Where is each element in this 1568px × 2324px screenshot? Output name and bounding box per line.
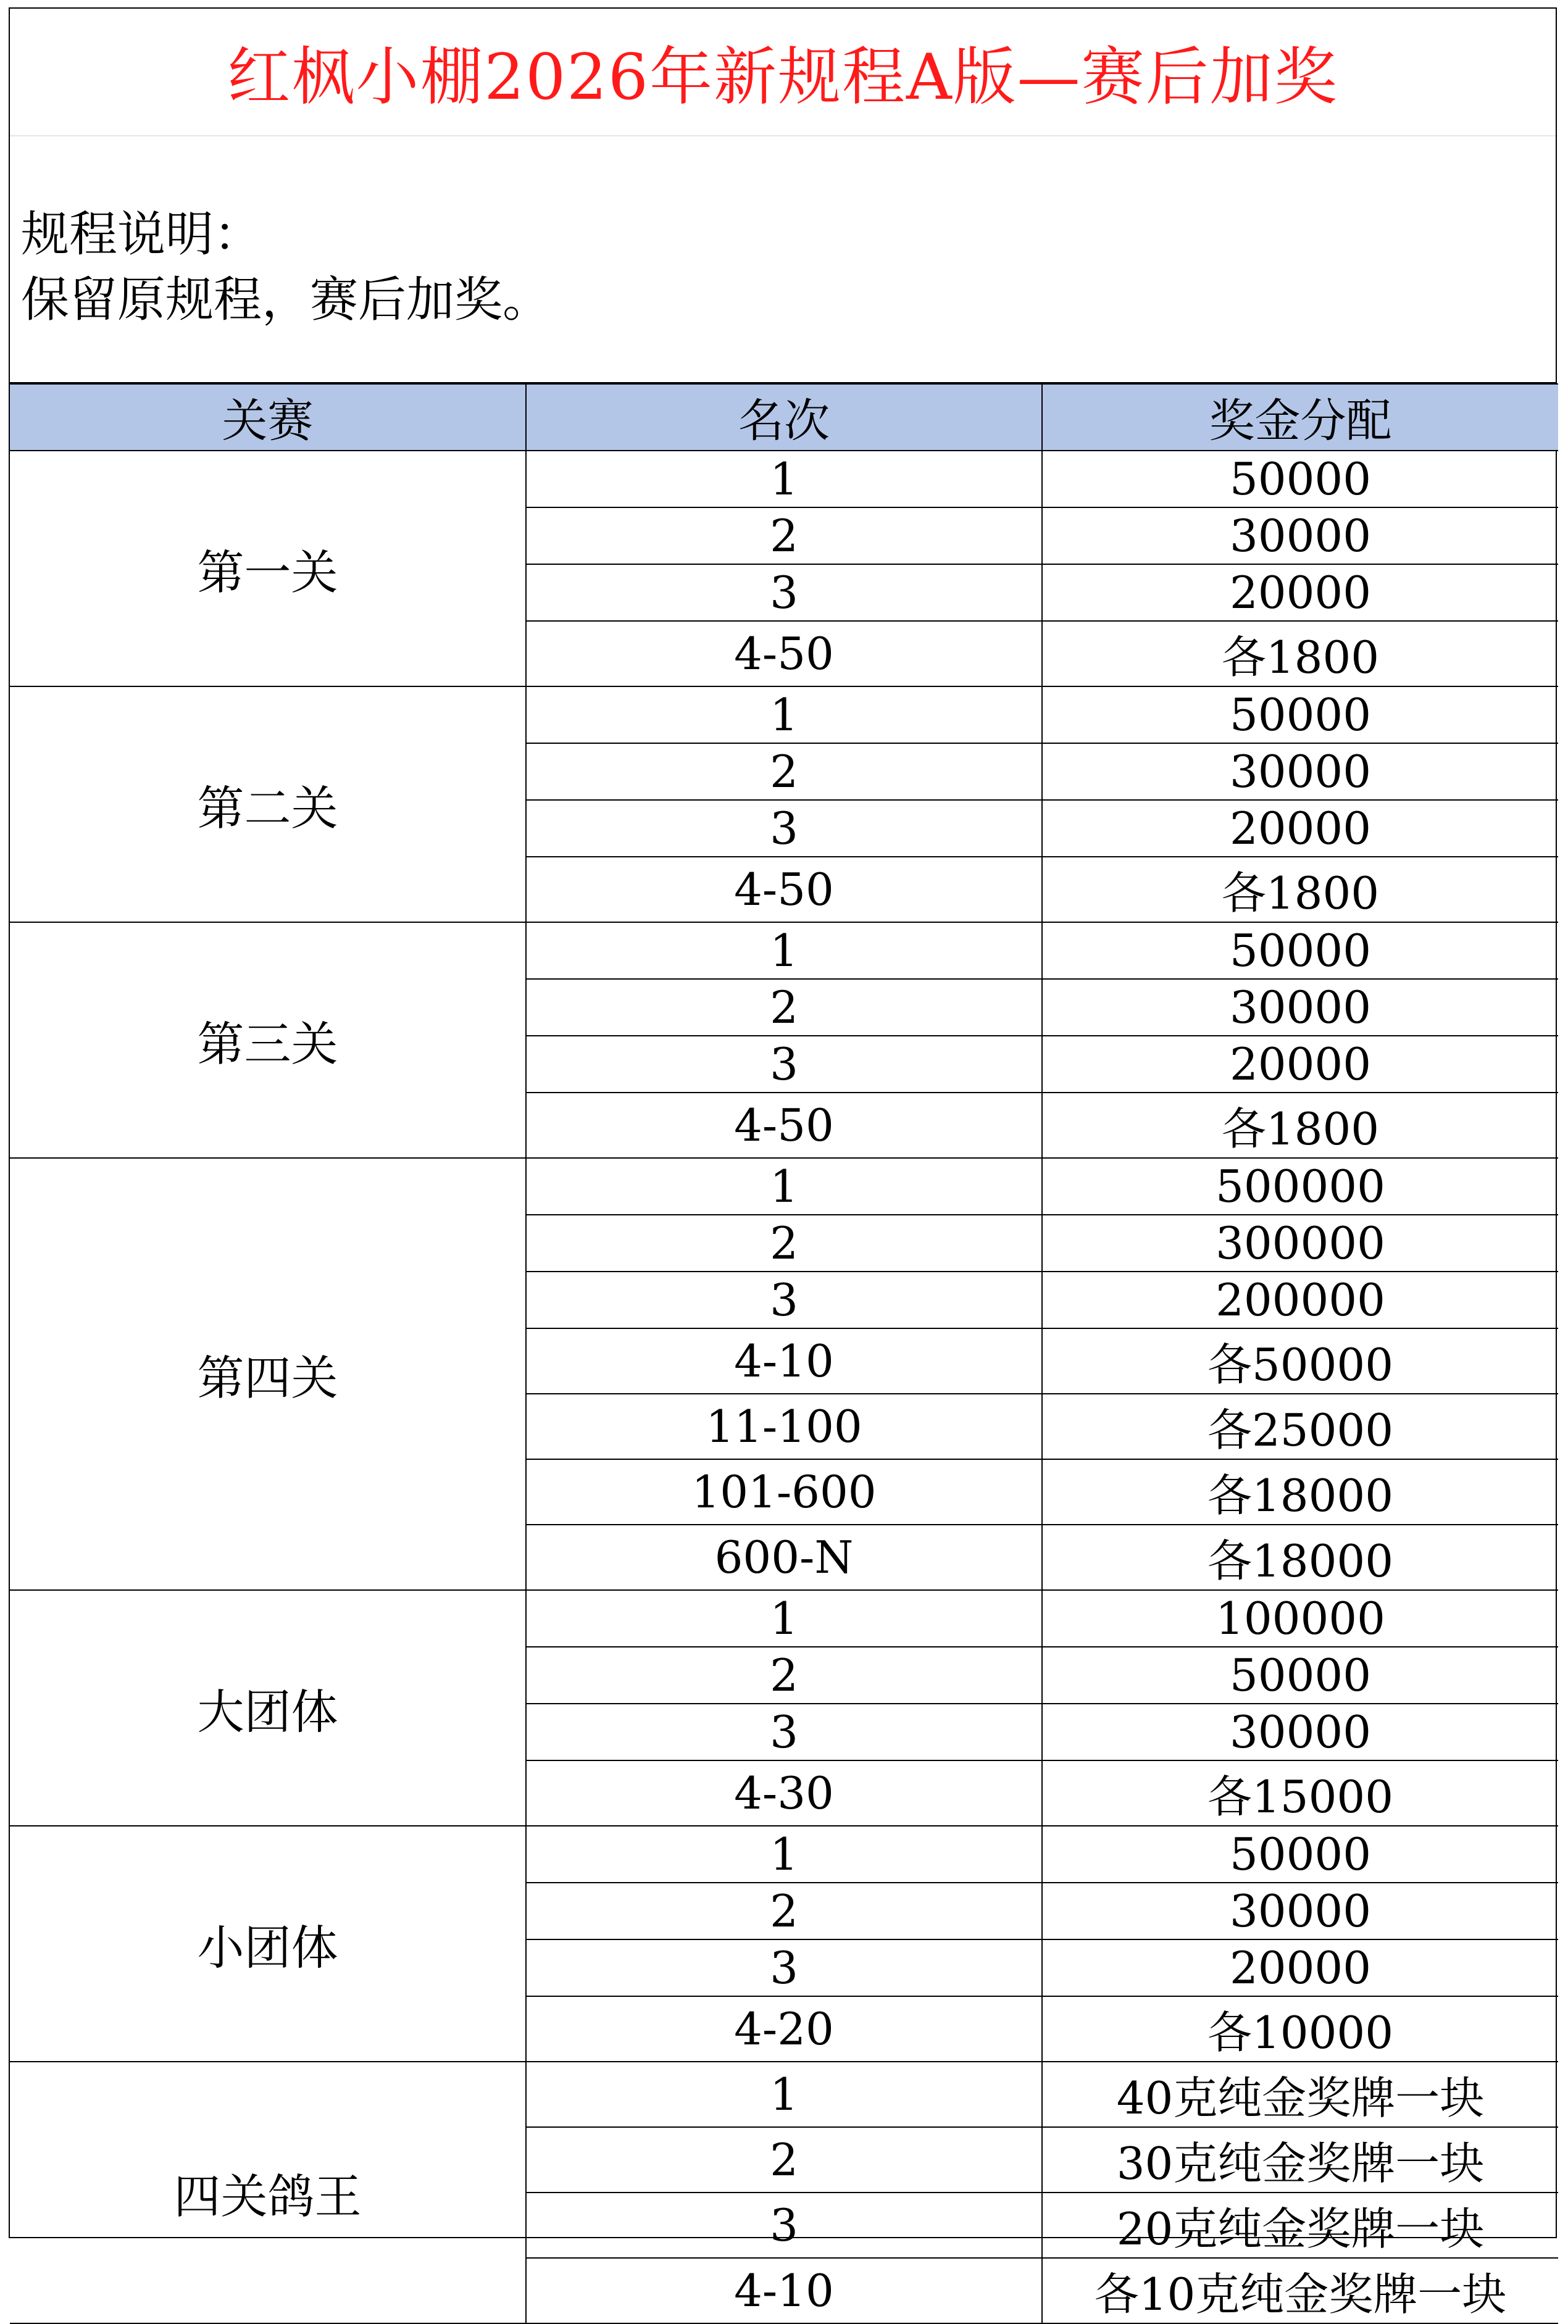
- stage-cell: 第二关: [10, 686, 526, 922]
- rank-cell: 2: [526, 507, 1042, 564]
- rank-cell: 1: [526, 1158, 1042, 1215]
- prize-table: [10, 383, 1558, 2324]
- prize-cell: 20克纯金奖牌一块: [1042, 2193, 1558, 2258]
- rank-cell: 1: [526, 2062, 1042, 2127]
- rank-cell: 3: [526, 1036, 1042, 1093]
- title-row: [10, 9, 1556, 136]
- prize-cell: 30000: [1042, 979, 1558, 1036]
- prize-cell: 30000: [1042, 507, 1558, 564]
- prize-cell: 30000: [1042, 1883, 1558, 1939]
- rank-cell: 1: [526, 922, 1042, 979]
- prize-cell: 各18000: [1042, 1459, 1558, 1525]
- prize-cell: 500000: [1042, 1158, 1558, 1215]
- stage-cell: 小团体: [10, 1826, 526, 2062]
- prize-cell: 300000: [1042, 1215, 1558, 1272]
- rank-cell: 1: [526, 451, 1042, 507]
- rank-cell: 4-10: [526, 2258, 1042, 2323]
- prize-cell: 20000: [1042, 564, 1558, 621]
- rank-cell: 3: [526, 800, 1042, 857]
- page-title: 红枫小棚2026年新规程A版—赛后加奖: [227, 40, 1338, 114]
- prize-cell: 50000: [1042, 1647, 1558, 1704]
- prize-cell: 各25000: [1042, 1394, 1558, 1459]
- header-prize: 奖金分配: [1042, 384, 1558, 451]
- table-row: [10, 451, 1558, 507]
- prize-cell: 各1800: [1042, 621, 1558, 686]
- prize-cell: 50000: [1042, 1826, 1558, 1883]
- header-stage: 关赛: [10, 384, 526, 451]
- rank-cell: 4-30: [526, 1760, 1042, 1826]
- prize-cell: 20000: [1042, 800, 1558, 857]
- prize-cell: 各15000: [1042, 1760, 1558, 1826]
- table-row: [10, 1826, 1558, 1883]
- prize-cell: 各18000: [1042, 1525, 1558, 1590]
- prize-cell: 各1800: [1042, 857, 1558, 922]
- prize-cell: 各10克纯金奖牌一块: [1042, 2258, 1558, 2323]
- rank-cell: 2: [526, 1215, 1042, 1272]
- rank-cell: 101-600: [526, 1459, 1042, 1525]
- stage-cell: 第一关: [10, 451, 526, 686]
- rank-cell: 2: [526, 1647, 1042, 1704]
- prize-cell: 40克纯金奖牌一块: [1042, 2062, 1558, 2127]
- rank-cell: 4-50: [526, 621, 1042, 686]
- prize-cell: 各50000: [1042, 1328, 1558, 1394]
- table-row: [10, 686, 1558, 743]
- prize-cell: 20000: [1042, 1036, 1558, 1093]
- prize-cell: 50000: [1042, 922, 1558, 979]
- rank-cell: 1: [526, 1590, 1042, 1647]
- prize-cell: 50000: [1042, 686, 1558, 743]
- rank-cell: 3: [526, 1272, 1042, 1328]
- rank-cell: 2: [526, 2127, 1042, 2193]
- rank-cell: 3: [526, 2193, 1042, 2258]
- rank-cell: 1: [526, 686, 1042, 743]
- prize-cell: 30000: [1042, 1704, 1558, 1760]
- table-row: [10, 922, 1558, 979]
- rank-cell: 4-20: [526, 1996, 1042, 2062]
- rank-cell: 1: [526, 1826, 1042, 1883]
- prize-cell: 200000: [1042, 1272, 1558, 1328]
- stage-cell: 第三关: [10, 922, 526, 1158]
- prize-cell: 50000: [1042, 451, 1558, 507]
- stage-cell: 大团体: [10, 1590, 526, 1826]
- prize-cell: 100000: [1042, 1590, 1558, 1647]
- rank-cell: 4-10: [526, 1328, 1042, 1394]
- spreadsheet-page: [9, 7, 1557, 2320]
- header-rank: 名次: [526, 384, 1042, 451]
- notes-body: 保留原规程，赛后加奖。: [21, 272, 551, 328]
- rank-cell: 4-50: [526, 857, 1042, 922]
- table-row: [10, 1590, 1558, 1647]
- notes-heading: 规程说明：: [21, 207, 262, 262]
- rank-cell: 4-50: [526, 1093, 1042, 1158]
- prize-cell: 各10000: [1042, 1996, 1558, 2062]
- stage-cell: 四关鸽王: [10, 2062, 526, 2323]
- rank-cell: 600-N: [526, 1525, 1042, 1590]
- rank-cell: 3: [526, 1939, 1042, 1996]
- rank-cell: 2: [526, 1883, 1042, 1939]
- rank-cell: 3: [526, 564, 1042, 621]
- prize-cell: 30克纯金奖牌一块: [1042, 2127, 1558, 2193]
- stage-cell: 第四关: [10, 1158, 526, 1590]
- rank-cell: 2: [526, 979, 1042, 1036]
- prize-table-body: [10, 451, 1558, 2323]
- table-row: [10, 2062, 1558, 2127]
- rules-notes: [10, 135, 1556, 383]
- rank-cell: 3: [526, 1704, 1042, 1760]
- table-row: [10, 1158, 1558, 1215]
- prize-cell: 各1800: [1042, 1093, 1558, 1158]
- prize-cell: 30000: [1042, 743, 1558, 800]
- table-header-row: [10, 384, 1558, 451]
- rank-cell: 2: [526, 743, 1042, 800]
- rank-cell: 11-100: [526, 1394, 1042, 1459]
- prize-cell: 20000: [1042, 1939, 1558, 1996]
